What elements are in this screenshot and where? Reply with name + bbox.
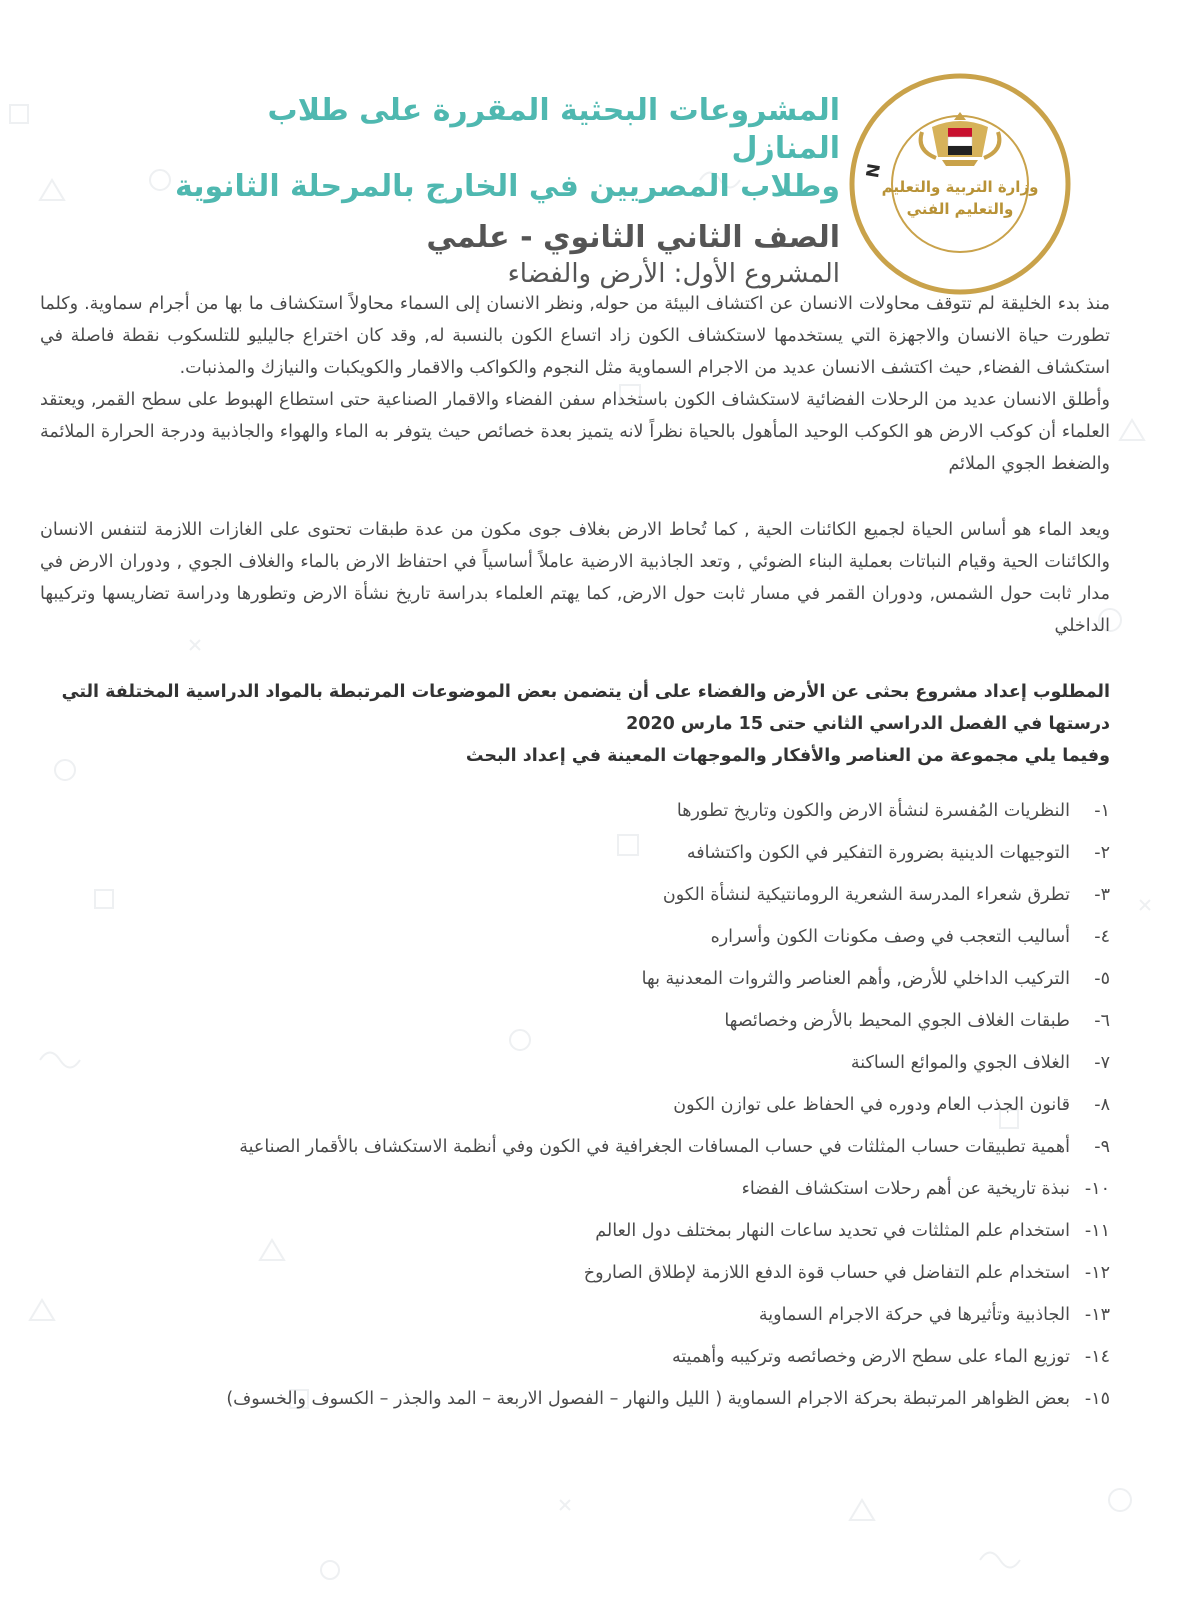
list-item [40, 882, 1110, 924]
list-item [40, 1092, 1110, 1134]
item-text: التركيب الداخلي للأرض, وأهم العناصر والثروات المعدنية بها [641, 969, 1070, 989]
item-number: ٤- [1094, 927, 1110, 947]
list-item [40, 1344, 1110, 1386]
item-text: الغلاف الجوي والموائع الساكنة [850, 1053, 1070, 1073]
title-line-1: المشروعات البحثية المقررة على طلاب المنازل [267, 93, 840, 166]
item-number: ١٠- [1084, 1179, 1110, 1199]
document-body [40, 288, 1110, 1428]
list-item [40, 1008, 1110, 1050]
item-number: ١٢- [1084, 1263, 1110, 1283]
list-item [40, 840, 1110, 882]
list-item [40, 1176, 1110, 1218]
item-number: ٨- [1094, 1095, 1110, 1115]
item-text: قانون الجذب العام ودوره في الحفاظ على توازن الكون [673, 1095, 1070, 1115]
list-item [40, 1134, 1110, 1176]
item-text: طبقات الغلاف الجوي المحيط بالأرض وخصائصها [724, 1011, 1070, 1031]
requirement-line-1: المطلوب إعداد مشروع بحثى عن الأرض والفضاء على أن يتضمن بعض الموضوعات المرتبطة بالمواد الدراسية المختلفة التي [61, 682, 1110, 702]
seal-arabic-line-2: والتعليم الفني [906, 200, 1014, 218]
item-text: التوجيهات الدينية بضرورة التفكير في الكون واكتشافه [686, 843, 1070, 863]
item-text: الجاذبية وتأثيرها في حركة الاجرام السماوية [758, 1305, 1070, 1325]
list-item [40, 1050, 1110, 1092]
list-item [40, 798, 1110, 840]
list-item [40, 924, 1110, 966]
ministry-seal [848, 72, 1072, 296]
list-item [40, 1386, 1110, 1428]
header [150, 92, 840, 290]
seal-arabic-line-1: وزارة التربية والتعليم [881, 178, 1039, 196]
item-number: ٥- [1094, 969, 1110, 989]
title-line-2: وطلاب المصريين في الخارج بالمرحلة الثانوية [175, 169, 840, 204]
item-text: توزيع الماء على سطح الارض وخصائصه وتركيبه وأهميته [671, 1347, 1070, 1367]
requirement-line-2: درستها في الفصل الدراسي الثاني حتى 15 مارس 2020 [626, 714, 1110, 734]
seal-ring-text: N [863, 161, 886, 180]
item-text: استخدام علم التفاضل في حساب قوة الدفع اللازمة لإطلاق الصاروخ [583, 1263, 1070, 1283]
item-number: ٩- [1094, 1137, 1110, 1157]
item-number: ١٥- [1084, 1389, 1110, 1409]
requirement-line-3: وفيما يلي مجموعة من العناصر والأفكار والموجهات المعينة في إعداد البحث [465, 746, 1110, 766]
item-text: نبذة تاريخية عن أهم رحلات استكشاف الفضاء [741, 1179, 1070, 1199]
item-text: أساليب التعجب في وصف مكونات الكون وأسراره [710, 927, 1070, 947]
intro-paragraph-1: منذ بدء الخليقة لم تتوقف محاولات الانسان عن اكتشاف البيئة من حوله, ونظر الانسان إلى السماء محاولاً استكشاف ما بها من أجرام سماوية. وكلما تطورت حياة الانسان والاجهزة التي يستخدمها لاستكشاف الكون زاد اتساع الكون بالنسبة له, وقد كان اختراع جاليليو للتلسكوب نقطة فاصلة في استكشاف الفضاء, حيث اكتشف الانسان عديد من الاجرام السماوية مثل النجوم والكواكب والاقمار والكويكبات والنيازك والمذنبات. [40, 294, 1110, 378]
topics-list [40, 798, 1110, 1428]
list-item [40, 1302, 1110, 1344]
item-number: ٢- [1094, 843, 1110, 863]
item-text: بعض الظواهر المرتبطة بحركة الاجرام السماوية ( الليل والنهار – الفصول الاربعة – المد والجذر – الكسوف والخسوف) [226, 1389, 1070, 1409]
list-item [40, 1218, 1110, 1260]
item-text: النظريات المُفسرة لنشأة الارض والكون وتاريخ تطورها [676, 801, 1070, 821]
item-number: ٧- [1094, 1053, 1110, 1073]
item-number: ١١- [1084, 1221, 1110, 1241]
item-number: ٣- [1094, 885, 1110, 905]
item-text: أهمية تطبيقات حساب المثلثات في حساب المسافات الجغرافية في الكون وفي أنظمة الاستكشاف بالأقمار الصناعية [239, 1137, 1070, 1157]
item-number: ١- [1094, 801, 1110, 821]
item-number: ١٤- [1084, 1347, 1110, 1367]
item-number: ١٣- [1084, 1305, 1110, 1325]
list-item [40, 1260, 1110, 1302]
item-text: استخدام علم المثلثات في تحديد ساعات النهار بمختلف دول العالم [595, 1221, 1070, 1241]
item-text: تطرق شعراء المدرسة الشعرية الرومانتيكية لنشأة الكون [662, 885, 1070, 905]
list-item [40, 966, 1110, 1008]
item-number: ٦- [1094, 1011, 1110, 1031]
intro-paragraph-2: وأطلق الانسان عديد من الرحلات الفضائية لاستكشاف الكون باستخدام سفن الفضاء والاقمار الصناعية حتى استطاع الهبوط على سطح القمر, ويعتقد العلماء أن كوكب الارض هو الكوكب الوحيد المأهول بالحياة نظراً لانه يتميز بعدة خصائص حيث يتوفر به الماء والهواء والجاذبية ودرجة الحرارة الملائمة والضغط الجوي الملائم [40, 390, 1110, 474]
grade-heading: الصف الثاني الثانوي - علمي [426, 220, 840, 255]
project-heading: المشروع الأول: الأرض والفضاء [507, 259, 840, 289]
intro-paragraph-3: ويعد الماء هو أساس الحياة لجميع الكائنات الحية , كما تُحاط الارض بغلاف جوى مكون من عدة طبقات تحتوى على الغازات اللازمة لتنفس الانسان والكائنات الحية وقيام النباتات بعملية البناء الضوئي , وتعد الجاذبية الارضية عاملاً أساسياً في احتفاظ الارض بالماء والغلاف الجوي , ودوران الارض في مدار ثابت حول الشمس, ودوران القمر في مسار ثابت حول الارض, كما يهتم العلماء بدراسة تاريخ نشأة الارض وتطورها ودراسة تضاريسها وتركيبها الداخلي [40, 520, 1110, 636]
